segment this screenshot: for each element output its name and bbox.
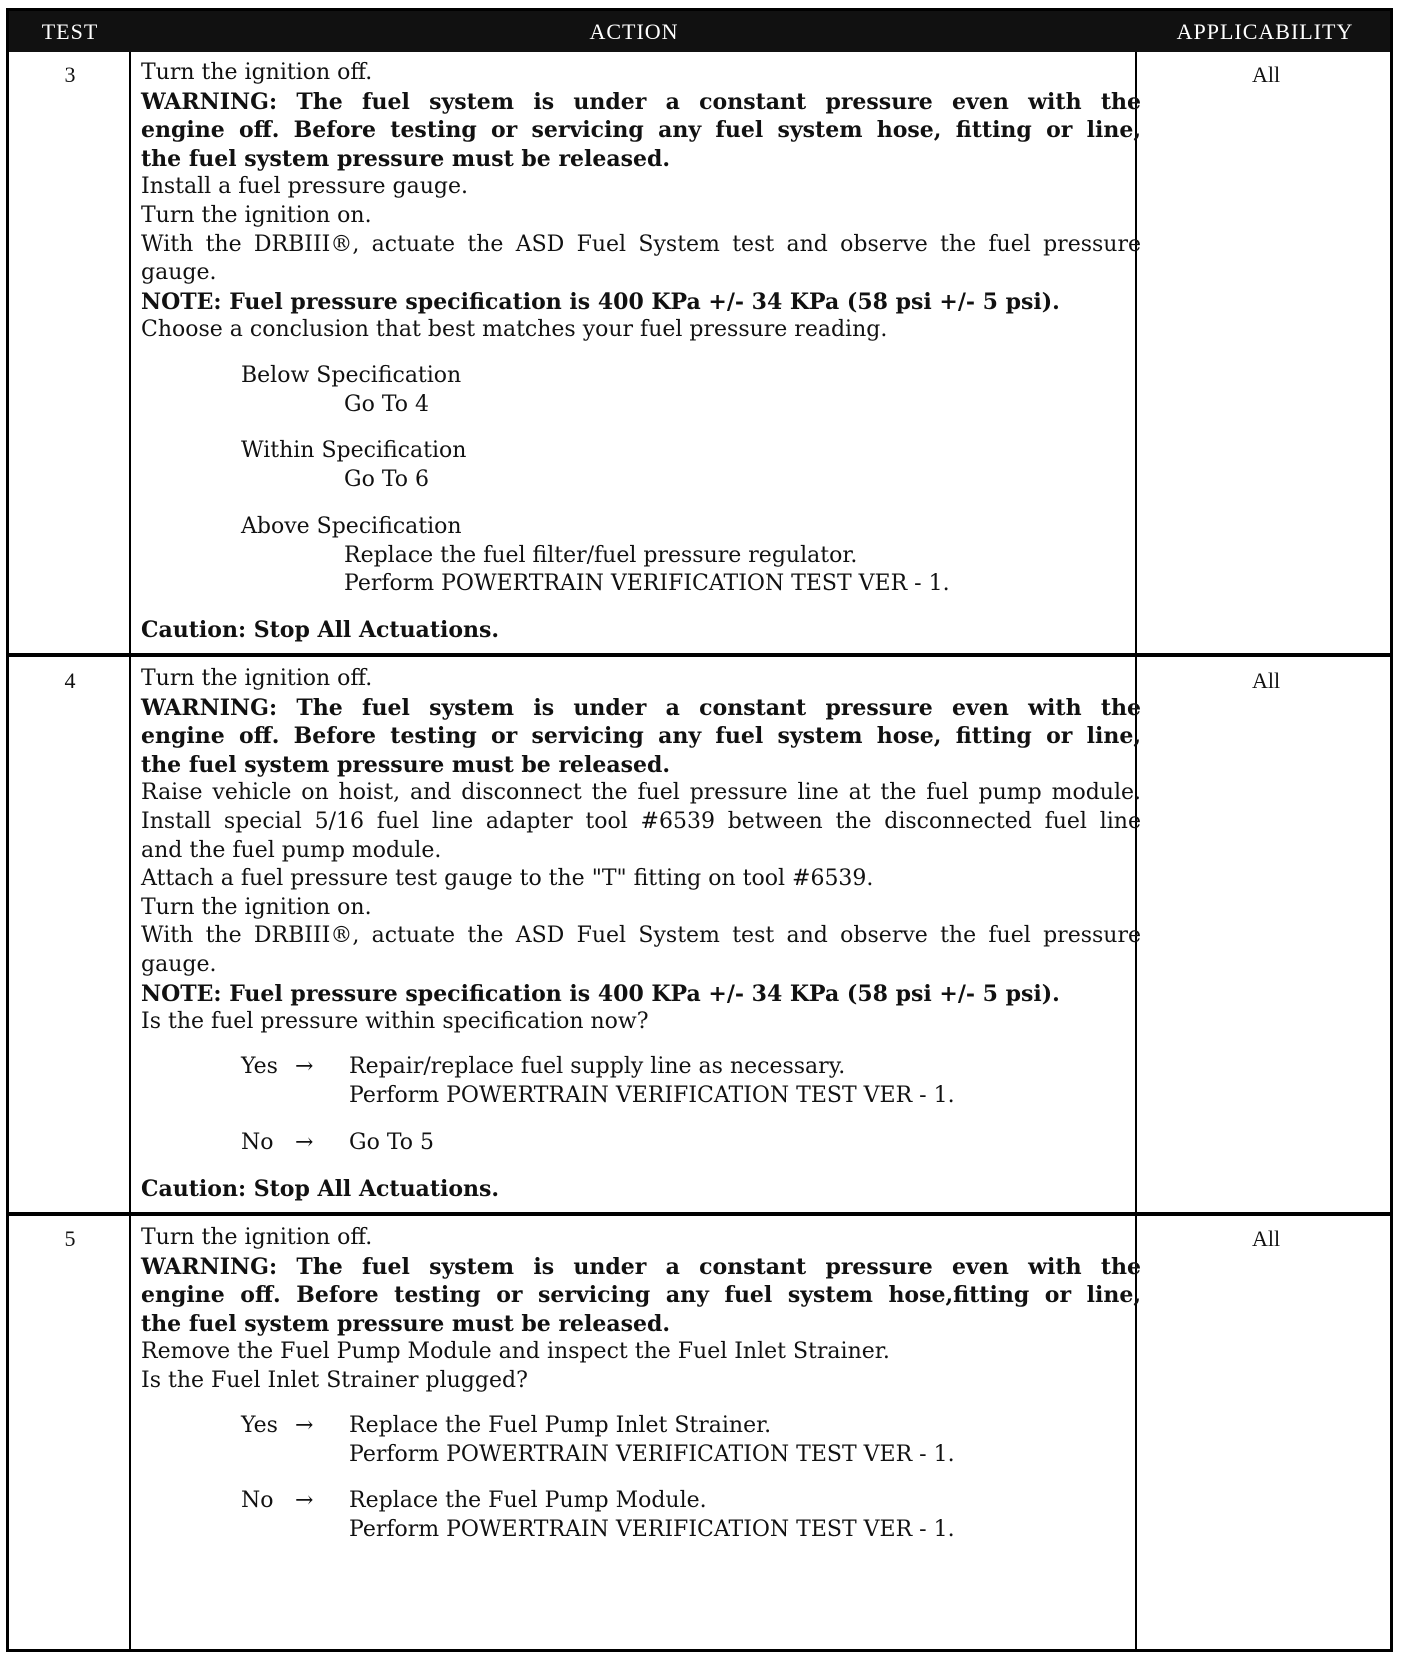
instruction-line: Turn the ignition off.	[141, 1225, 373, 1250]
warning-line: WARNING: The fuel system is under a constant pressure even with the	[141, 88, 1141, 115]
answer-result: Replace the Fuel Pump Inlet Strainer.	[349, 1413, 772, 1438]
instruction-line: Install special 5/16 fuel line adapter tool #6539 between the disconnected fuel line	[141, 808, 1141, 834]
answer-label: Yes	[241, 1413, 278, 1438]
diagnostic-table	[6, 8, 1393, 1652]
action-text	[141, 665, 1141, 1037]
instruction-line: gauge.	[141, 260, 217, 286]
arrow-right-icon: →	[295, 1054, 314, 1079]
conclusion-label: Within Specification	[241, 438, 467, 463]
caution-line: Caution: Stop All Actuations.	[141, 1176, 500, 1202]
arrow-right-icon: →	[295, 1488, 314, 1513]
warning-line: the fuel system pressure must be released.	[141, 1310, 671, 1337]
action-text	[141, 1224, 1141, 1396]
applicability-value: All	[1251, 1226, 1281, 1251]
instruction-line: and the fuel pump module.	[141, 837, 442, 863]
instruction-line: Is the Fuel Inlet Strainer plugged?	[141, 1367, 528, 1393]
instruction-line: Remove the Fuel Pump Module and inspect the Fuel Inlet Strainer.	[141, 1339, 890, 1365]
warning-line: WARNING: The fuel system is under a constant pressure even with the	[141, 1253, 1141, 1280]
instruction-line: Turn the ignition on.	[141, 202, 372, 228]
test-number: 4	[64, 668, 76, 693]
note-line: NOTE: Fuel pressure specification is 400 KPa +/- 34 KPa (58 psi +/- 5 psi).	[141, 980, 1060, 1007]
answer-result: Repair/replace fuel supply line as necessary.	[349, 1054, 846, 1079]
answer-result: Perform POWERTRAIN VERIFICATION TEST VER - 1.	[349, 1083, 955, 1108]
instruction-line: Attach a fuel pressure test gauge to the "T" fitting on tool #6539.	[141, 866, 874, 892]
note-line: NOTE: Fuel pressure specification is 400 KPa +/- 34 KPa (58 psi +/- 5 psi).	[141, 288, 1060, 315]
conclusion-label: Above Specification	[241, 514, 462, 539]
warning-line: the fuel system pressure must be released.	[141, 751, 671, 778]
instruction-line: gauge.	[141, 951, 217, 977]
warning-line: the fuel system pressure must be released.	[141, 145, 671, 172]
table-header	[9, 11, 1390, 52]
test-number: 3	[64, 62, 76, 87]
arrow-right-icon: →	[295, 1130, 314, 1155]
instruction-line: Is the fuel pressure within specification now?	[141, 1009, 649, 1035]
answer-label: Yes	[241, 1054, 278, 1079]
warning-line: engine off. Before testing or servicing any fuel system hose, fitting or line,	[141, 117, 1141, 144]
answer-result: Perform POWERTRAIN VERIFICATION TEST VER - 1.	[349, 1517, 955, 1542]
answer-result: Replace the Fuel Pump Module.	[349, 1488, 707, 1513]
instruction-line: Install a fuel pressure gauge.	[141, 174, 469, 200]
warning-line: engine off. Before testing or servicing any fuel system hose,fitting or line,	[141, 1282, 1141, 1309]
row-divider	[9, 653, 1390, 657]
action-text	[141, 59, 1141, 345]
column-divider	[129, 52, 131, 1649]
conclusion-result: Go To 6	[344, 467, 430, 492]
answer-label: No	[241, 1130, 274, 1155]
caution-line: Caution: Stop All Actuations.	[141, 617, 500, 643]
instruction-line: Choose a conclusion that best matches your fuel pressure reading.	[141, 317, 888, 343]
instruction-line: With the DRBIII®, actuate the ASD Fuel System test and observe the fuel pressure	[141, 231, 1141, 257]
row-divider	[9, 1212, 1390, 1216]
conclusion-result: Replace the fuel filter/fuel pressure regulator.	[344, 543, 858, 568]
answer-result: Perform POWERTRAIN VERIFICATION TEST VER - 1.	[349, 1442, 955, 1467]
header-test: TEST	[41, 19, 99, 44]
conclusion-result: Perform POWERTRAIN VERIFICATION TEST VER - 1.	[344, 571, 950, 596]
answer-result: Go To 5	[349, 1130, 435, 1155]
instruction-line: Turn the ignition off.	[141, 60, 373, 85]
header-action: ACTION	[589, 19, 679, 44]
instruction-line: Turn the ignition off.	[141, 666, 373, 691]
applicability-value: All	[1251, 62, 1281, 87]
conclusion-label: Below Specification	[241, 363, 462, 388]
header-applicability: APPLICABILITY	[1176, 19, 1354, 44]
conclusion-result: Go To 4	[344, 392, 430, 417]
instruction-line: Raise vehicle on hoist, and disconnect the fuel pressure line at the fuel pump module.	[141, 780, 1141, 806]
test-number: 5	[64, 1226, 76, 1251]
applicability-value: All	[1251, 668, 1281, 693]
warning-line: WARNING: The fuel system is under a constant pressure even with the	[141, 694, 1141, 721]
answer-label: No	[241, 1488, 274, 1513]
instruction-line: With the DRBIII®, actuate the ASD Fuel System test and observe the fuel pressure	[141, 923, 1141, 949]
warning-line: engine off. Before testing or servicing any fuel system hose, fitting or line,	[141, 723, 1141, 750]
arrow-right-icon: →	[295, 1413, 314, 1438]
instruction-line: Turn the ignition on.	[141, 894, 372, 920]
